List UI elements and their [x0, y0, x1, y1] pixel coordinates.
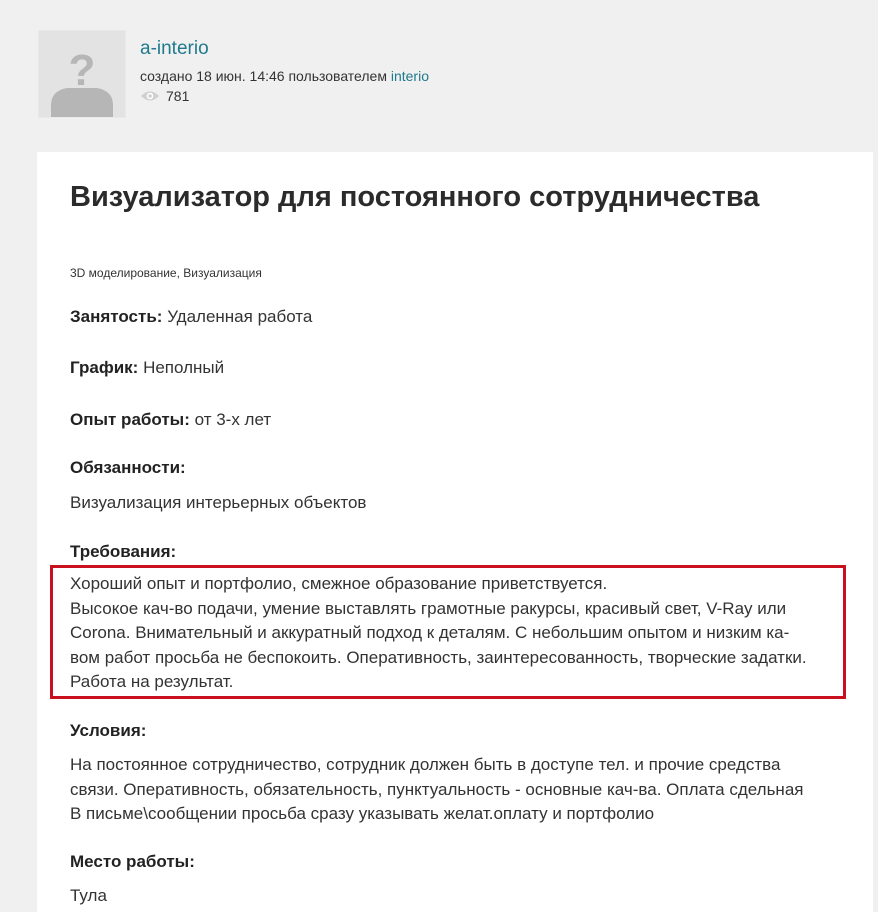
avatar-placeholder-icon [39, 31, 125, 117]
schedule-value: Неполный [143, 358, 225, 377]
svg-text:?: ? [68, 46, 96, 95]
schedule-label: График: [70, 358, 139, 377]
requirements-text: Хороший опыт и портфолио, смежное образование приветствуется. Высокое кач-во подачи, умение выставлять грамотные ракурсы, красивый свет, V-Ray или Corona. Внимательный и аккуратный подход к деталям. С небольшим опытом и низким ка- вом работ просьба не беспокоить. Оперативность, заинтересованность, творческие задатки. Работа на результат. [70, 574, 807, 691]
vacancy-card [37, 152, 873, 912]
eye-icon [140, 90, 160, 102]
vacancy-categories: 3D моделирование, Визуализация [70, 266, 262, 280]
vacancy-title: Визуализатор для постоянного сотрудничества [70, 181, 760, 213]
employment-label: Занятость: [70, 307, 163, 326]
experience-field [70, 410, 271, 430]
requirements-label: Требования: [70, 542, 177, 561]
created-text: создано 18 июн. 14:46 пользователем [140, 68, 387, 84]
views-count: 781 [166, 88, 190, 104]
schedule-field [70, 358, 224, 378]
employment-value: Удаленная работа [167, 307, 313, 326]
conditions-text: На постоянное сотрудничество, сотрудник должен быть в доступе тел. и прочие средства связи. Оперативность, обязательность, пунктуальность - основные кач-ва. Оплата сдельная В письме\сообщении просьба сразу указывать желат.оплату и портфолио [70, 755, 804, 823]
created-meta [140, 68, 429, 84]
author-name-link[interactable]: a-interio [140, 38, 209, 59]
avatar[interactable] [38, 30, 126, 118]
duties-label: Обязанности: [70, 458, 186, 477]
duties-text: Визуализация интерьерных объектов [70, 493, 367, 512]
employment-field [70, 307, 312, 327]
experience-value: от 3-х лет [194, 410, 272, 429]
views-counter [140, 88, 189, 104]
username-link[interactable]: interio [390, 68, 429, 84]
conditions-label: Условия: [70, 721, 147, 740]
experience-label: Опыт работы: [70, 410, 190, 429]
post-header [0, 0, 878, 152]
location-value: Тула [70, 886, 107, 905]
location-label: Место работы: [70, 852, 195, 871]
